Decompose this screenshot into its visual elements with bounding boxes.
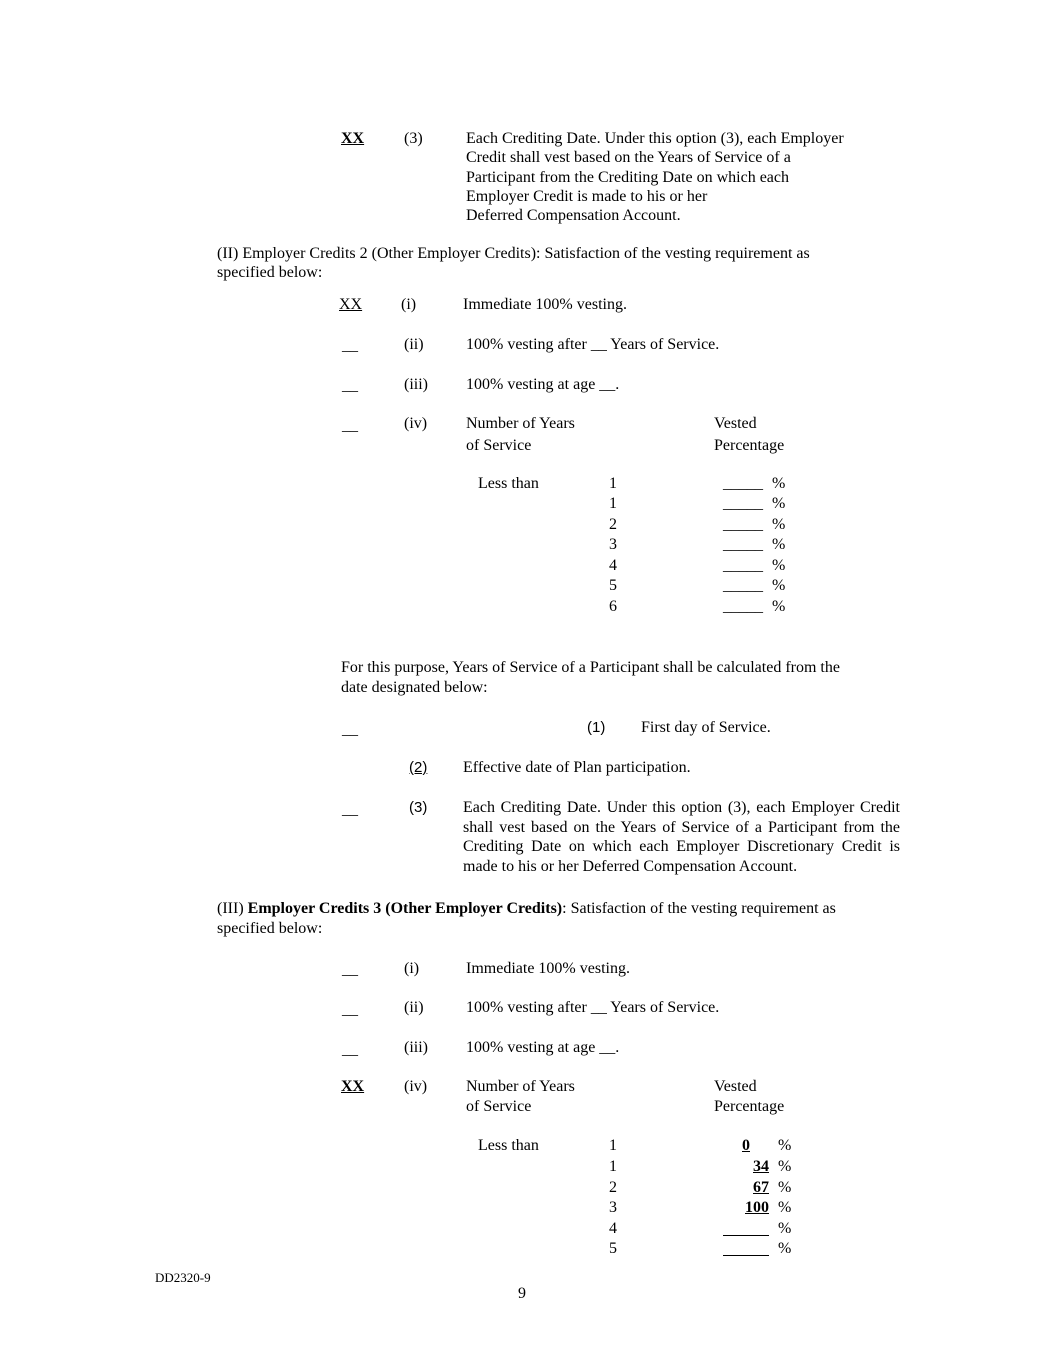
column-header-vested: Vested bbox=[714, 415, 757, 432]
option-text: Effective date of Plan participation. bbox=[463, 759, 691, 776]
schedule-years: 4 bbox=[609, 1220, 617, 1237]
section-heading-rest: : Satisfaction of the vesting requirement as bbox=[562, 900, 836, 917]
option-number: (iv) bbox=[404, 415, 428, 432]
schedule-years: 1 bbox=[609, 1158, 617, 1175]
column-header-vested-line2: Percentage bbox=[714, 1098, 785, 1115]
column-header-years: Number of Years bbox=[466, 1078, 575, 1095]
schedule-years: 5 bbox=[609, 577, 617, 594]
option-mark: __ bbox=[342, 961, 358, 978]
option-text-paragraph: Each Crediting Date. Under this option (3), each Employer Credit shall vest based on the Years of Service of a Participant from the Crediting Date on which each Employer Discretionary Credit is made to his or her Deferred Compensation Account. bbox=[463, 799, 900, 875]
schedule-years: 1 bbox=[609, 475, 617, 492]
column-header-vested: Vested bbox=[714, 1078, 757, 1095]
schedule-years: 3 bbox=[609, 536, 617, 553]
option-mark: XX bbox=[341, 1078, 365, 1095]
percent-sign: % bbox=[778, 1220, 792, 1237]
schedule-percent-value: 34 bbox=[753, 1158, 769, 1175]
percent-sign: % bbox=[772, 495, 786, 512]
schedule-percent-value: 67 bbox=[753, 1179, 769, 1196]
option-number: (3) bbox=[404, 130, 423, 147]
option-text: 100% vesting at age __. bbox=[466, 1039, 620, 1056]
option-mark: __ bbox=[342, 801, 358, 818]
option-mark: __ bbox=[342, 377, 358, 394]
option-number: (3) bbox=[409, 799, 428, 816]
purpose-text: For this purpose, Years of Service of a Participant shall be calculated from the bbox=[341, 659, 840, 676]
option-number: (iv) bbox=[404, 1078, 428, 1095]
option-mark: __ bbox=[342, 1001, 358, 1018]
option-text: 100% vesting at age __. bbox=[466, 376, 620, 393]
percent-sign: % bbox=[772, 577, 786, 594]
schedule-years: 1 bbox=[609, 1137, 617, 1154]
schedule-percent-value: 100 bbox=[745, 1199, 769, 1216]
schedule-percent-blank: _____ bbox=[723, 475, 763, 492]
schedule-percent-blank: _____ bbox=[723, 536, 763, 553]
schedule-years: 3 bbox=[609, 1199, 617, 1216]
schedule-percent-blank: _____ bbox=[723, 495, 763, 512]
option-mark: XX bbox=[339, 296, 363, 313]
schedule-label: Less than bbox=[478, 1137, 539, 1154]
schedule-percent-blank-line bbox=[723, 1239, 769, 1256]
option-text: 100% vesting after __ Years of Service. bbox=[466, 999, 720, 1016]
percent-sign: % bbox=[778, 1179, 792, 1196]
option-number: (1) bbox=[587, 719, 606, 736]
schedule-years: 4 bbox=[609, 557, 617, 574]
option-text-line: Participant from the Crediting Date on which each bbox=[466, 169, 790, 186]
option-mark: __ bbox=[342, 337, 358, 354]
option-number: (2) bbox=[409, 759, 428, 776]
option-mark: __ bbox=[342, 1041, 358, 1058]
option-mark: __ bbox=[342, 417, 358, 434]
schedule-years: 6 bbox=[609, 598, 617, 615]
schedule-years: 2 bbox=[609, 516, 617, 533]
percent-sign: % bbox=[778, 1199, 792, 1216]
option-text-line: Each Crediting Date. Under this option (3), each Employer bbox=[466, 130, 844, 147]
option-text: First day of Service. bbox=[641, 719, 771, 736]
option-number: (iii) bbox=[404, 376, 428, 393]
percent-sign: % bbox=[772, 557, 786, 574]
schedule-years: 5 bbox=[609, 1240, 617, 1257]
schedule-label: Less than bbox=[478, 475, 539, 492]
option-mark: __ bbox=[342, 721, 358, 738]
schedule-percent-blank: _____ bbox=[723, 557, 763, 574]
option-number: (ii) bbox=[404, 336, 424, 353]
percent-sign: % bbox=[772, 598, 786, 615]
section-heading: (II) Employer Credits 2 (Other Employer Credits): Satisfaction of the vesting requirement as bbox=[217, 245, 810, 262]
percent-sign: % bbox=[778, 1158, 792, 1175]
schedule-percent-blank: _____ bbox=[723, 598, 763, 615]
option-text-line: Deferred Compensation Account. bbox=[466, 207, 681, 224]
option-number: (ii) bbox=[404, 999, 424, 1016]
schedule-years: 2 bbox=[609, 1179, 617, 1196]
document-id: DD2320-9 bbox=[155, 1270, 211, 1285]
option-number: (i) bbox=[404, 960, 420, 977]
column-header-years: Number of Years bbox=[466, 415, 575, 432]
percent-sign: % bbox=[772, 516, 786, 533]
option-number: (i) bbox=[401, 296, 417, 313]
option-mark: XX bbox=[341, 130, 365, 147]
schedule-years: 1 bbox=[609, 495, 617, 512]
schedule-percent-value: 0 bbox=[742, 1137, 750, 1154]
section-heading-line2: specified below: bbox=[217, 264, 323, 281]
option-text: 100% vesting after __ Years of Service. bbox=[466, 336, 720, 353]
section-heading-bold: Employer Credits 3 (Other Employer Credits) bbox=[247, 900, 563, 917]
purpose-text-line2: date designated below: bbox=[341, 679, 488, 696]
schedule-percent-blank: _____ bbox=[723, 516, 763, 533]
option-text-line: Employer Credit is made to his or her bbox=[466, 188, 708, 205]
option-text: Immediate 100% vesting. bbox=[463, 296, 627, 313]
percent-sign: % bbox=[772, 475, 786, 492]
section-heading-line2: specified below: bbox=[217, 920, 323, 937]
option-text: Immediate 100% vesting. bbox=[466, 960, 630, 977]
option-number: (iii) bbox=[404, 1039, 428, 1056]
section-heading bbox=[217, 899, 836, 919]
percent-sign: % bbox=[778, 1137, 792, 1154]
option-text-line: Credit shall vest based on the Years of Service of a bbox=[466, 149, 791, 166]
percent-sign: % bbox=[772, 536, 786, 553]
percent-sign: % bbox=[778, 1240, 792, 1257]
schedule-percent-blank-line bbox=[723, 1219, 769, 1236]
section-heading-prefix: (III) bbox=[217, 900, 248, 917]
column-header-years-line2: of Service bbox=[466, 437, 532, 454]
column-header-vested-line2: Percentage bbox=[714, 437, 785, 454]
schedule-percent-blank: _____ bbox=[723, 577, 763, 594]
page-number: 9 bbox=[518, 1285, 526, 1302]
column-header-years-line2: of Service bbox=[466, 1098, 532, 1115]
